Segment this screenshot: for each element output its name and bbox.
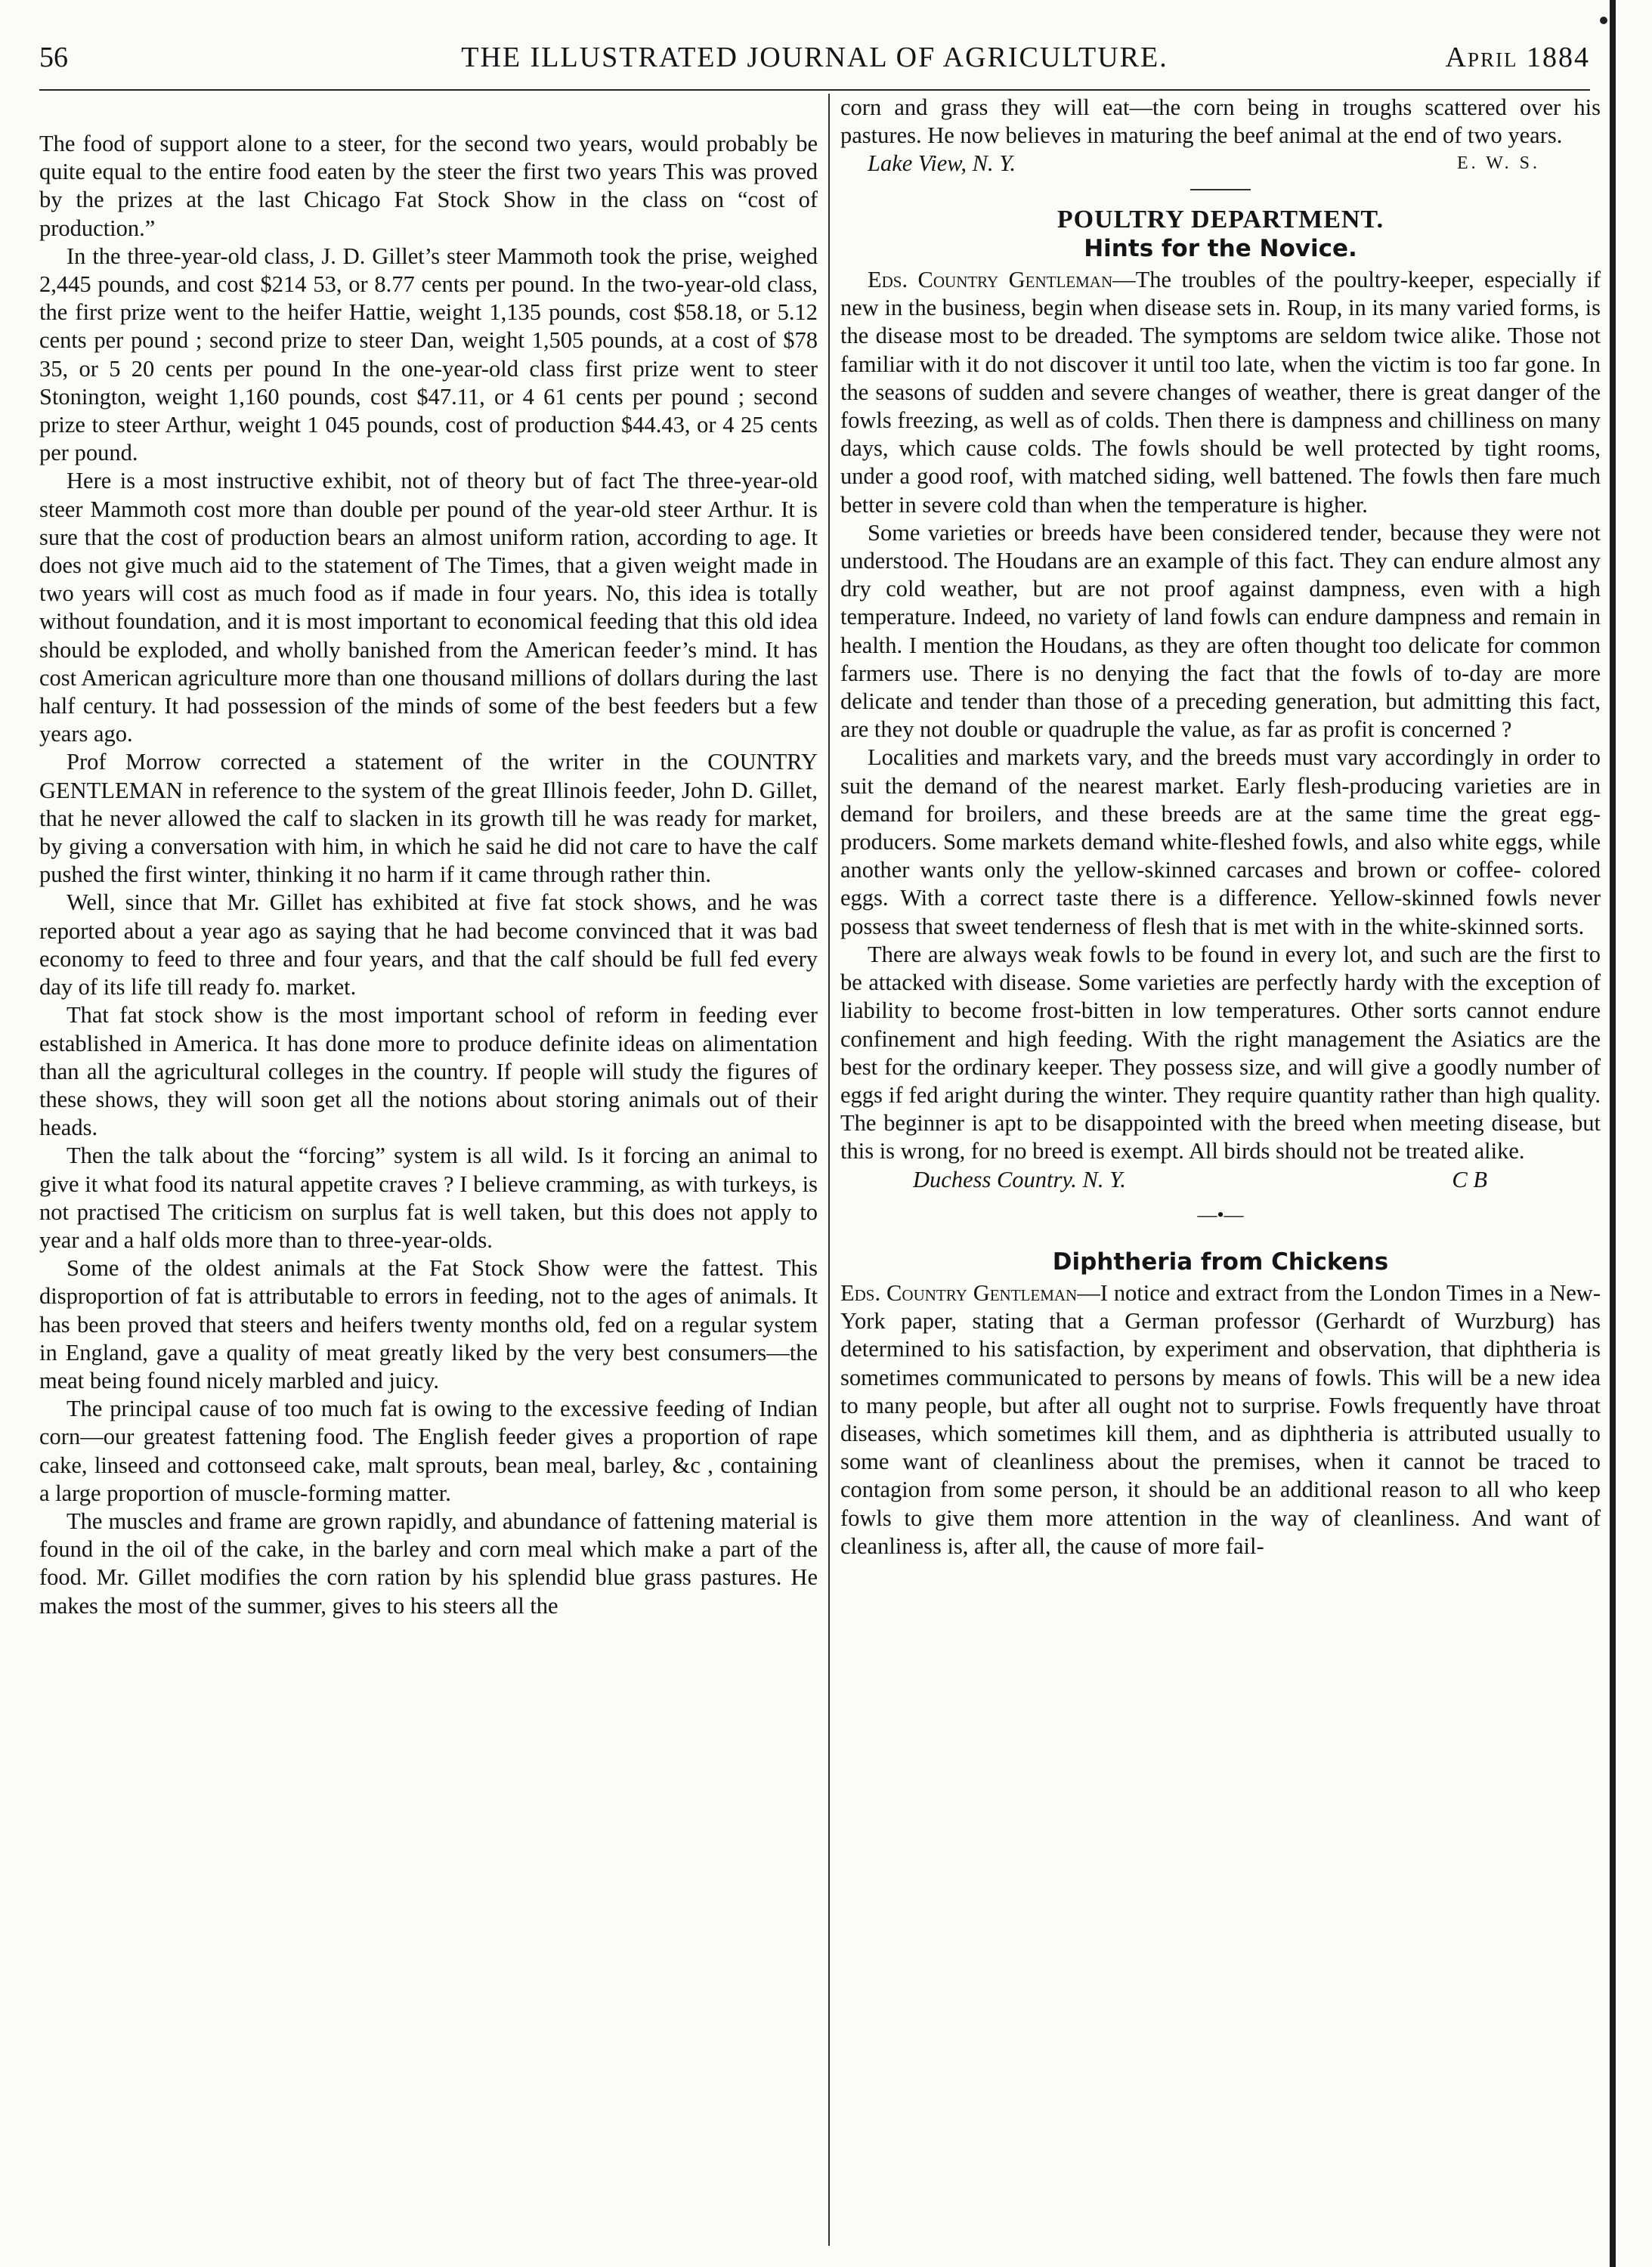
- paragraph: [840, 1279, 1601, 1560]
- paragraph: Prof Morrow corrected a statement of the writer in the COUNTRY GENTLEMAN in reference to the system of the great Illinois feeder, John D. Gillet, that he never allowed the calf to slacken in its growth till he was ready for market, by giving a conversation with him, in which he said he did not care to have the calf pushed the first winter, thinking it no harm if it came through rather thin.: [39, 749, 818, 888]
- article-place: Duchess Country. N. Y.: [913, 1166, 1126, 1192]
- journal-title: THE ILLUSTRATED JOURNAL OF AGRICULTURE.: [461, 42, 1168, 73]
- paragraph: Some varieties or breeds have been considered tender, because they were not understood. The Houdans are an example of this fact. They can endure almost any dry cold weather, but are not proof against dampness, even with a high temperature. Indeed, no variety of land fowls can endure dampness and remain in health. I mention the Houdans, as they are often thought too delicate for common farmers use. There is no denying the fact that the fowls of to-day are more delicate and tender than those of a preceding generation, but admitting this fact, are they not double or quadruple the value, as far as profit is concerned ?: [840, 519, 1601, 743]
- paragraph: Some of the oldest animals at the Fat Stock Show were the fattest. This disproportion of fat is attributable to errors in feeding, not to the ages of animals. It has been proved that steers and heifers twenty months old, fed on a regular system in England, gave a quality of meat greatly liked by the very best consumers—the meat being found nicely marbled and juicy.: [39, 1255, 818, 1393]
- article-signature: [840, 1166, 1601, 1194]
- paragraph: There are always weak fowls to be found in every lot, and such are the first to be attacked with disease. Some varieties are perfectly hardy with the exception of liability to become frost-bitten in low temperatures. Other sorts cannot endure confinement and high feeding. With the right management the Asiatics are the best for the ordinary keeper. They possess size, and will give a goodly number of eggs if fed aright during the winter. They require quantity rather than high quality. The beginner is apt to be disappointed with the breed when meeting disease, but this is wrong, for no breed is exempt. All birds should not be treated alike.: [840, 941, 1601, 1164]
- ornament-divider: —•—: [1197, 1203, 1244, 1226]
- paragraph: Localities and markets vary, and the breeds must vary accordingly in order to suit the demand of the nearest market. Early flesh-producing varieties are in demand for broilers, and these breeds are at the same time the great egg-producers. Some markets demand white-fleshed fowls, and also white eggs, while another wants only the yellow-skinned carcases and brown or coffee- colored eggs. With a correct taste there is a difference. Yellow-skinned fowls never possess that sweet tenderness of flesh that is met with in the white-skinned sorts.: [840, 744, 1601, 939]
- salutation: Eds. Country Gentleman—: [840, 1279, 1100, 1306]
- article-title: Diphtheria from Chickens: [1052, 1248, 1389, 1276]
- paragraph: In the three-year-old class, J. D. Gillet’s steer Mammoth took the prise, weighed 2,445 pounds, and cost $214 53, or 8.77 cents per pound. In the two-year-old class, the first prize went to the heifer Hattie, weight 1,135 pounds, cost $58.18, or 5.12 cents per pound ; second prize to steer Dan, weight 1,505 pounds, at a cost of $78 35, or 5 20 cents per pound In the one-year-old class first prize went to steer Stonington, weight 1,160 pounds, cost $47.11, or 4 61 cents per pound ; second prize to steer Arthur, weight 1 045 pounds, cost of production $44.43, or 4 25 cents per pound.: [39, 243, 818, 466]
- left-column: [39, 130, 818, 1620]
- right-column: [840, 94, 1601, 1560]
- paragraph: The principal cause of too much fat is owing to the excessive feeding of Indian corn—our greatest fattening food. The English feeder gives a proportion of rape cake, linseed and cottonseed cake, malt sprouts, bean meal, barley, &c , containing a large proportion of muscle-forming matter.: [39, 1396, 818, 1506]
- paragraph-text: The troubles of the poultry-keeper, especially if new in the business, begin when disease sets in. Roup, in its many varied forms, is the disease most to be dreaded. The symptoms are seldom twice alike. Those not familiar with it do not discover it until too late, when the victim is too far gone. In the seasons of sudden and severe changes of weather, there is great danger of the fowls freezing, as well as of colds. Then there is dampness and chilliness on many days, which cause colds. The fowls should be well protected by tight rooms, under a good roof, with matched siding, well battened. The fowls then fare much better in severe cold than when the temperature is higher.: [840, 267, 1601, 518]
- section-rule: [1190, 189, 1251, 190]
- page-number: 56: [39, 42, 68, 73]
- department-title: POULTRY DEPARTMENT.: [1056, 205, 1384, 234]
- paragraph: [840, 266, 1601, 519]
- scan-mark: [1600, 17, 1607, 24]
- paragraph: Then the talk about the “forcing” system is all wild. Is it forcing an animal to give it what food its natural appetite craves ? I believe cramming, as with turkeys, is not practised The criticism on surplus fat is well taken, but this does not apply to year and a half olds more than to three-year-olds.: [39, 1143, 818, 1253]
- continuation-paragraph: [840, 94, 1601, 150]
- continuation-text: corn and grass they will eat—the corn being in troughs scattered over his pastures. He now believes in maturing the beef animal at the end of two years.: [840, 94, 1601, 149]
- paragraph: The muscles and frame are grown rapidly, and abundance of fattening material is found in the oil of the cake, in the barley and corn meal which make a part of the food. Mr. Gillet modifies the corn ration by his splendid blue grass pastures. He makes the most of the summer, gives to his steers all the: [39, 1508, 818, 1619]
- header-rule: [39, 89, 1590, 91]
- article-initials: C B: [1452, 1166, 1487, 1192]
- paragraph: That fat stock show is the most important school of reform in feeding ever established in America. It has done more to produce definite ideas on alimentation than all the agricultural colleges in the country. If people will study the figures of these shows, they will soon get all the notions about storing animals out of their heads.: [39, 1002, 818, 1141]
- page-header: [39, 39, 1590, 76]
- continuation-initials: E. W. S.: [1456, 153, 1540, 174]
- paragraph-text: I notice and extract from the London Times in a New-York paper, stating that a German professor (Gerhardt of Wurzburg) has determined to his satisfaction, by experiment and observation, that diphtheria is sometimes communicated to persons by means of fowls. This will be a new idea to many people, but after all ought not to surprise. Fowls frequently have throat diseases, which sometimes kill them, and as diphtheria is attributed usually to some want of cleanliness about the premises, when it cannot be traced to contagion from some person, it should be an additional reason to all who keep fowls to give them more attention in the way of cleanliness. And want of cleanliness is, after all, the cause of more fail-: [840, 1279, 1601, 1559]
- paragraph: Well, since that Mr. Gillet has exhibited at five fat stock shows, and he was reported about a year ago as saying that he had become convinced that it was bad economy to feed to three and four years, and that the calf should be full fed every day of its life till ready fo. market.: [39, 889, 818, 1001]
- article-title: Hints for the Novice.: [1084, 234, 1357, 262]
- scan-edge: [1610, 0, 1616, 2267]
- column-divider: [828, 94, 830, 2246]
- issue-date: April 1884: [1445, 42, 1590, 73]
- paragraph: The food of support alone to a steer, for the second two years, would probably be quite equal to the entire food eaten by the steer the first two years This was proved by the prizes at the last Chicago Fat Stock Show in the class on “cost of production.”: [39, 131, 818, 241]
- continuation-place: Lake View, N. Y.: [868, 150, 1016, 177]
- salutation: Eds. Country Gentleman—: [868, 267, 1136, 293]
- paragraph: Here is a most instructive exhibit, not of theory but of fact The three-year-old steer Mammoth cost more than double per pound of the year-old steer Arthur. It is sure that the cost of production bears an almost uniform ration, according to age. It does not give much aid to the statement of The Times, that a given weight made in two years will cost as much food as if made in four years. No, this idea is totally without foundation, and it is most important to economical feeding that this old idea should be exploded, and wholly banished from the American feeder’s mind. It has cost American agriculture more than one thousand millions of dollars during the last half century. It had possession of the minds of some of the best feeders but a few years ago.: [39, 468, 818, 747]
- continuation-signature: [840, 150, 1601, 178]
